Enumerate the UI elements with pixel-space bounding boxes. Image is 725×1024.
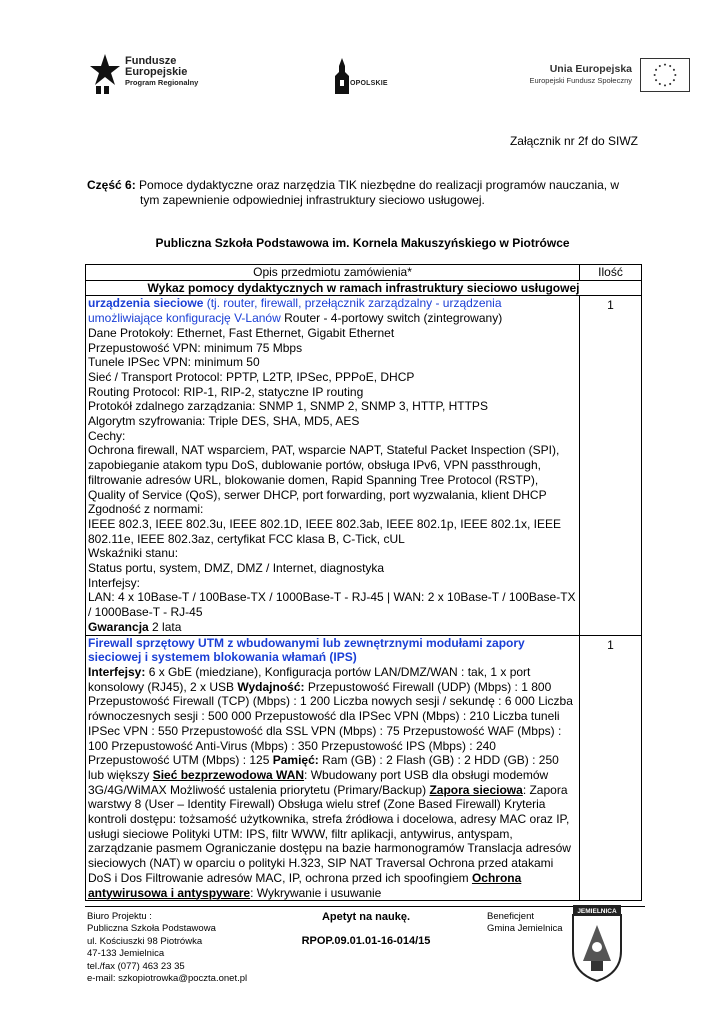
item1-title-tail: Router - 4-portowy switch (zintegrowany) [280,311,503,326]
header-logos [0,52,725,108]
table-header-row [86,265,642,281]
item2-interfaces-label: Interfejsy: [88,664,146,679]
item1-title-rest: (tj. router, firewall, przełącznik zarządzalny - urządzenia umożliwiające konfigurację V-Lanów [88,296,502,326]
opolskie-text: OPOLSKIE [350,80,388,87]
page-footer [85,906,645,1017]
item2-text: : Wykrywanie i usuwanie [250,885,382,900]
item1-spec-line: Dane Protokoły: Ethernet, Fast Ethernet, Gigabit Ethernet [88,325,395,340]
item2-wireless-wan-label: Sieć bezprzewodowa WAN [152,767,305,782]
item2-body [88,665,577,900]
beneficiary [487,911,563,936]
warranty-label: Gwarancja [88,619,149,634]
part-line1: Pomoce dydaktyczne oraz narzędzia TIK niezbędne do realizacji programów nauczania, w [139,178,620,192]
footer-left-line: Biuro Projektu : [87,911,152,922]
footer-motto: Apetyt na naukę. [321,911,411,923]
ue-line2: Europejski Fundusz Społeczny [529,76,632,85]
item1-spec-line: Cechy: [88,428,126,443]
item1-spec-line: Wskaźniki stanu: [88,546,179,561]
item1-spec-line: LAN: 4 x 10Base-T / 100Base-TX / 1000Base-T - RJ-45 | WAN: 2 x 10Base-T / 100Base-TX / 1000Base-T - RJ-45 [88,590,576,620]
warranty-value: 2 lata [148,619,182,634]
unia-europejska-logo [520,58,695,100]
footer-left-line: Publiczna Szkoła Podstawowa [87,923,216,935]
part-description [87,178,647,208]
item2-text: : Zapora warstwy 8 (User – Identity Firewall) Obsługa wielu stref (Zone Based Firewall) Kryteria kontroli dostępu: tożsamość użytkownika, strefa źródłowa i docelowa, adresy MAC oraz IP, usługi sieciowe Polityki UTM: IPS, filtr WWW, filtr aplikacji, antywirus, antyspam, zarządzanie pasmem Ograniczanie dostępu na bazie harmonogramów Translacja adresów sieciowych (NAT) w oparciu o polityki H.323, SIP NAT Traversal Ochrona przed atakami DoS i Dos Filtrowanie adresów MAC, IP, ochrona przed ich spoofingiem [88,782,571,885]
opolskie-logo [330,58,390,98]
part-label: Część 6: [87,178,136,192]
attachment-label: Załącznik nr 2f do SIWZ [509,134,638,148]
item2-antivirus-label: Ochrona antywirusowa i antyspyware [88,870,522,900]
footer-left-line: 47-133 Jemielnica [87,948,165,960]
table-section-row [86,280,642,296]
item2-text: Ram (GB) : 2 Flash (GB) : 2 HDD (GB) : 250 lub większy [88,753,559,782]
project-office [87,911,247,985]
item1-spec-line: Przepustowość VPN: minimum 75 Mbps [88,340,303,355]
fundusze-europejskie-logo [90,52,220,98]
item2-performance-label: Wydajność: [237,679,305,694]
footer-right-line: Beneficjent [487,911,535,922]
ue-line1: Unia Europejska [549,63,632,75]
footer-right-line: Gmina Jemielnica [487,923,563,935]
fe-logo-text [125,56,198,88]
item2-description [86,635,580,901]
item1-spec-line: Sieć / Transport Protocol: PPTP, L2TP, IPSec, PPPoE, DHCP [88,369,415,384]
item1-spec-line: Algorytm szyfrowania: Triple DES, SHA, MD5, AES [88,414,360,429]
item1-quantity: 1 [580,296,642,635]
fe-line1: Fundusze [125,55,177,67]
footer-project-code: RPOP.09.01.01-16-014/15 [301,935,431,947]
item1-title-bold: urządzenia sieciowe [88,296,204,311]
item1-spec-line: Status portu, system, DMZ, DMZ / Internet, diagnostyka [88,561,385,576]
table-row-network-devices [86,296,642,635]
item1-spec-line: IEEE 802.3, IEEE 802.3u, IEEE 802.1D, IEEE 802.3ab, IEEE 802.1p, IEEE 802.1x, IEEE 802.11e, IEEE 802.3az, certyfikat FCC klasa B, C-Tick, cUL [88,516,561,546]
col-header-quantity: Ilość [580,265,642,281]
item1-spec-line: Routing Protocol: RIP-1, RIP-2, statyczne IP routing [88,384,364,399]
item1-spec-line: Zgodność z normami: [88,502,204,517]
part-line2: tym zapewnienie odpowiedniej infrastruktury sieciowo usługowej. [140,193,485,207]
eu-flag-icon [640,58,690,92]
section-title: Wykaz pomocy dydaktycznych w ramach infrastruktury sieciowo usługowej [86,280,642,296]
col-header-description: Opis przedmiotu zamówienia* [86,265,580,281]
item1-description [86,296,580,635]
footer-left-line: ul. Kościuszki 98 Piotrówka [87,935,203,947]
item2-quantity: 1 [580,635,642,901]
item1-spec-line: Protokół zdalnego zarządzania: SNMP 1, SNMP 2, SNMP 3, HTTP, HTTPS [88,399,488,414]
footer-left-line: e-mail: szkopiotrowka@poczta.onet.pl [87,973,248,985]
fe-line3: Program Regionalny [125,78,199,87]
crest-text: JEMIELNICA [577,908,617,915]
item2-text: 6 x GbE (miedziane), Konfiguracja portów LAN/DMZ/WAN : tak, 1 x port konsolowy (RJ45), 2 x USB [88,664,531,694]
item1-warranty [88,620,577,635]
fe-line2: Europejskie [125,66,188,78]
item2-memory-label: Pamięć: [272,753,319,768]
opolskie-tower-icon [330,58,354,96]
item2-text: : Wbudowany port USB dla obsługi modemów 3G/4G/WiMAX Możliwość ustalenia priorytetu (Primary/Backup) [88,767,549,797]
item1-spec-line: Ochrona firewall, NAT wsparciem, PAT, wsparcie NAPT, Stateful Packet Inspection (SPI), zapobieganie atakom typu DoS, dublowanie portów, obsługa IPv6, VPN passthrough, filtrowanie adresów URL, blokowanie domen, Rapid Spanning Tree Protocol (RSTP), Quality of Service (QoS), serwer DHCP, port forwarding, port wyzwalania, klient DHCP [88,443,560,502]
order-table [85,264,642,901]
school-name: Publiczna Szkoła Podstawowa im. Kornela Makuszyńskiego w Piotrówce [155,236,570,250]
table-row-firewall-utm [86,635,642,901]
footer-left-line: tel./fax (077) 463 23 35 [87,960,185,972]
item2-title: Firewall sprzętowy UTM z wbudowanymi lub zewnętrznymi modułami zapory sieciowej i systemem blokowania włamań (IPS) [88,635,525,665]
fe-star-icon [90,52,120,96]
item2-firewall-label: Zapora sieciowa [429,782,523,797]
item1-spec-line: Interfejsy: [88,575,141,590]
item2-text: Przepustowość Firewall (UDP) (Mbps) : 1 800 Przepustowość Firewall (TCP) (Mbps) : 1 200 Liczba nowych sesji / sekundę : 6 000 Liczba równoczesnych sesji : 500 000 Przepustowość dla IPSec VPN (Mbps) : 210 Liczba tuneli IPSec VPN : 550 Przepustowość dla SSL VPN (Mbps) : 75 Przepustowość WAF (Mbps) : 100 Przepustowość Anti-Virus (Mbps) : 350 Przepustowość IPS (Mbps) : 240 Przepustowość UTM (Mbps) : 125 [88,679,573,768]
jemielnica-crest-icon [567,903,627,983]
item1-spec-line: Tunele IPSec VPN: minimum 50 [88,355,260,370]
ue-logo-text [520,62,632,86]
